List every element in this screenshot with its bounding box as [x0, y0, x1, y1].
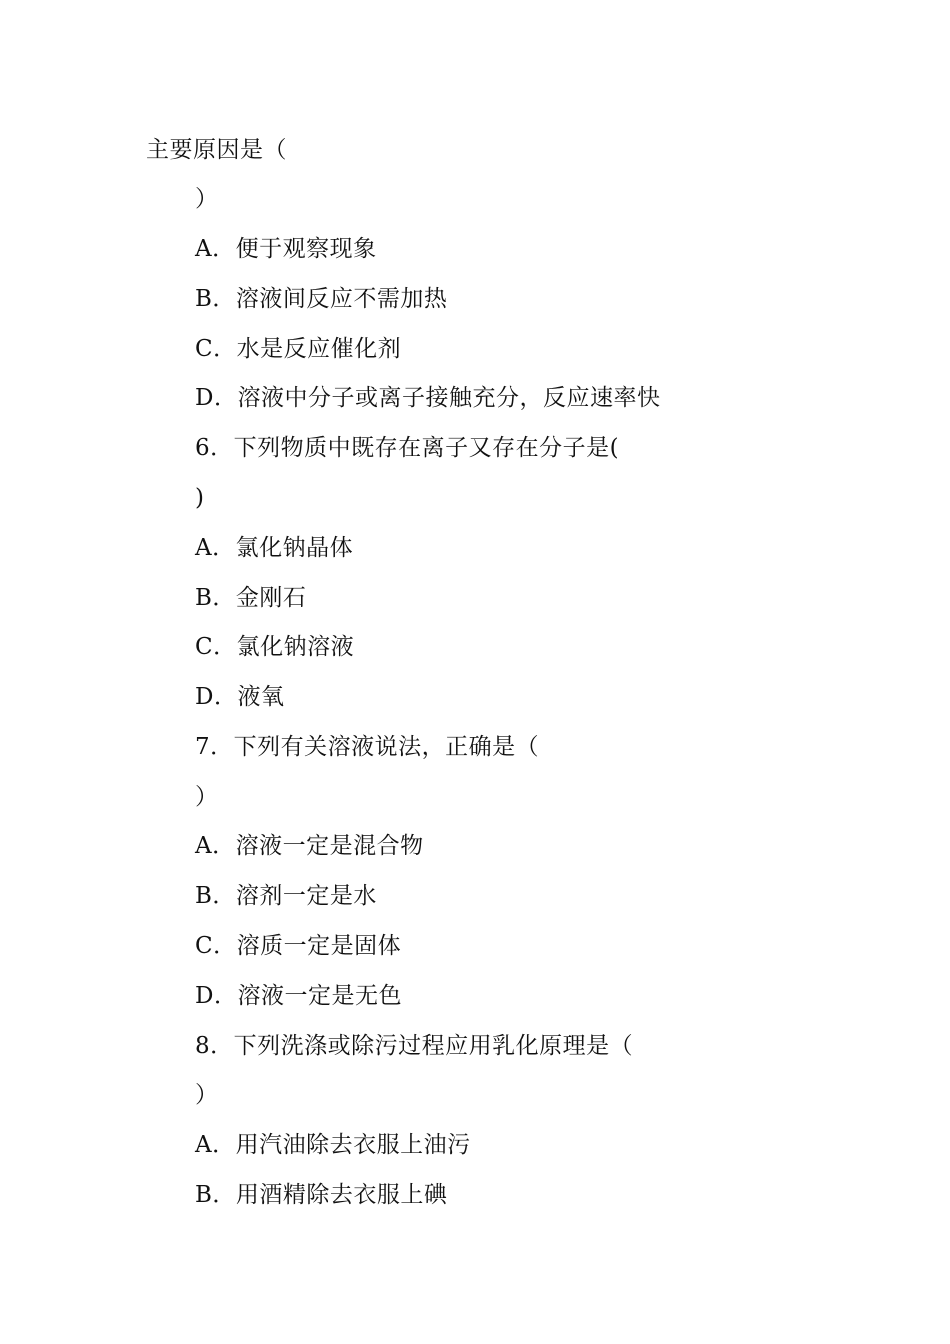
question-7-option-c: C．溶质一定是固体: [195, 933, 402, 959]
question-5-answer-bracket: ）: [195, 186, 219, 212]
question-5-option-d: D．溶液中分子或离子接触充分，反应速率快: [195, 385, 661, 411]
question-6-option-c: C．氯化钠溶液: [195, 634, 355, 660]
question-6-stem: 6．下列物质中既存在离子又存在分子是(: [195, 435, 620, 461]
question-5-option-b: B．溶液间反应不需加热: [195, 286, 448, 312]
question-5-option-c: C．水是反应催化剂: [195, 336, 402, 362]
question-8-option-a: A．用汽油除去衣服上油污: [195, 1132, 471, 1158]
question-5-option-a: A．便于观察现象: [195, 236, 377, 262]
question-6-option-d: D．液氧: [195, 684, 285, 710]
question-8-stem: 8．下列洗涤或除污过程应用乳化原理是（: [195, 1033, 634, 1059]
question-7-stem: 7．下列有关溶液说法，正确是（: [195, 734, 540, 760]
question-8-option-b: B．用酒精除去衣服上碘: [195, 1182, 448, 1208]
question-6-answer-bracket: ): [195, 485, 205, 511]
question-5-stem-end: 主要原因是（: [146, 137, 287, 163]
question-7-option-d: D．溶液一定是无色: [195, 983, 402, 1009]
question-7-option-b: B．溶剂一定是水: [195, 883, 377, 909]
question-7-answer-bracket: ）: [195, 784, 219, 810]
question-6-option-a: A．氯化钠晶体: [195, 535, 354, 561]
question-8-answer-bracket: ）: [195, 1082, 219, 1108]
question-7-option-a: A．溶液一定是混合物: [195, 833, 424, 859]
question-6-option-b: B．金刚石: [195, 585, 307, 611]
